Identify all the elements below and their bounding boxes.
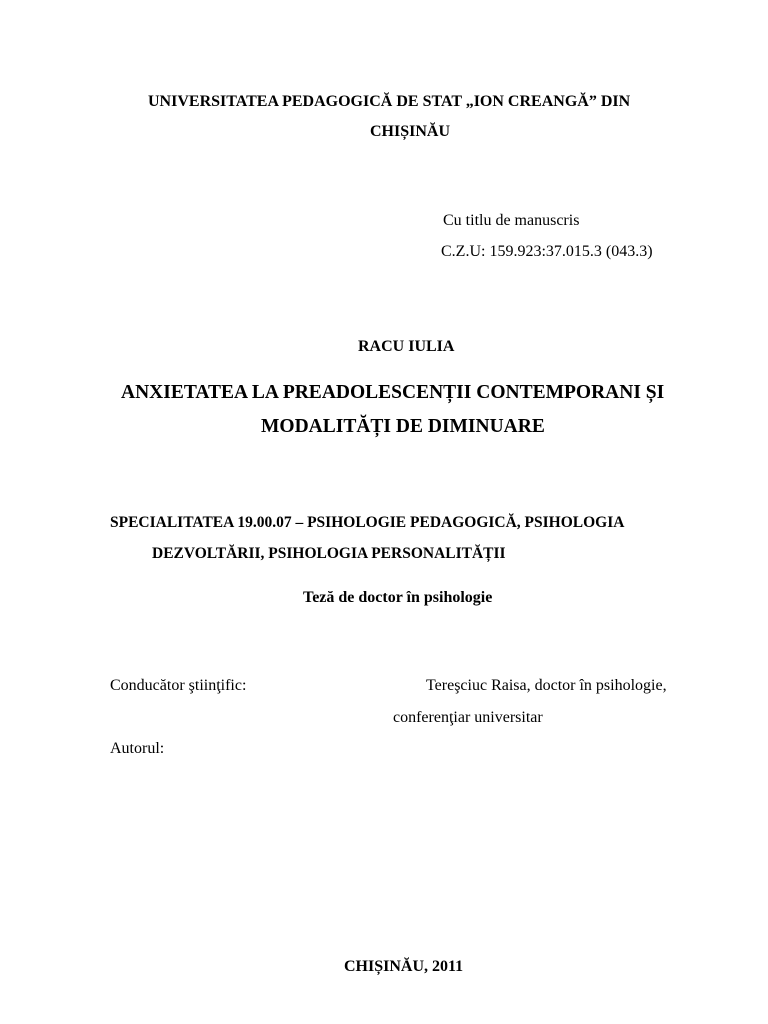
thesis-title-line1: ANXIETATEA LA PREADOLESCENȚII CONTEMPORANI ȘI: [121, 382, 665, 403]
specialty-line1: SPECIALITATEA 19.00.07 – PSIHOLOGIE PEDAGOGICĂ, PSIHOLOGIA: [110, 514, 625, 531]
place-year: CHIȘINĂU, 2011: [344, 958, 464, 975]
udc-code: C.Z.U: 159.923:37.015.3 (043.3): [441, 243, 653, 260]
manuscript-note: Cu titlu de manuscris: [443, 212, 580, 229]
thesis-type: Teză de doctor în psihologie: [303, 589, 493, 606]
advisor-name: Tereşciuc Raisa, doctor în psihologie,: [426, 677, 667, 694]
advisor-label: Conducător ştiinţific:: [110, 677, 247, 694]
university-name-line2: CHIȘINĂU: [370, 123, 451, 140]
advisor-rank: conferenţiar universitar: [393, 709, 543, 726]
thesis-title-line2: MODALITĂȚI DE DIMINUARE: [261, 416, 545, 437]
specialty-line2: DEZVOLTĂRII, PSIHOLOGIA PERSONALITĂȚII: [152, 545, 506, 562]
university-name-line1: UNIVERSITATEA PEDAGOGICĂ DE STAT „ION CREANGĂ” DIN: [148, 93, 631, 110]
author-label: Autorul:: [110, 740, 165, 757]
author-name: RACU IULIA: [358, 338, 455, 355]
